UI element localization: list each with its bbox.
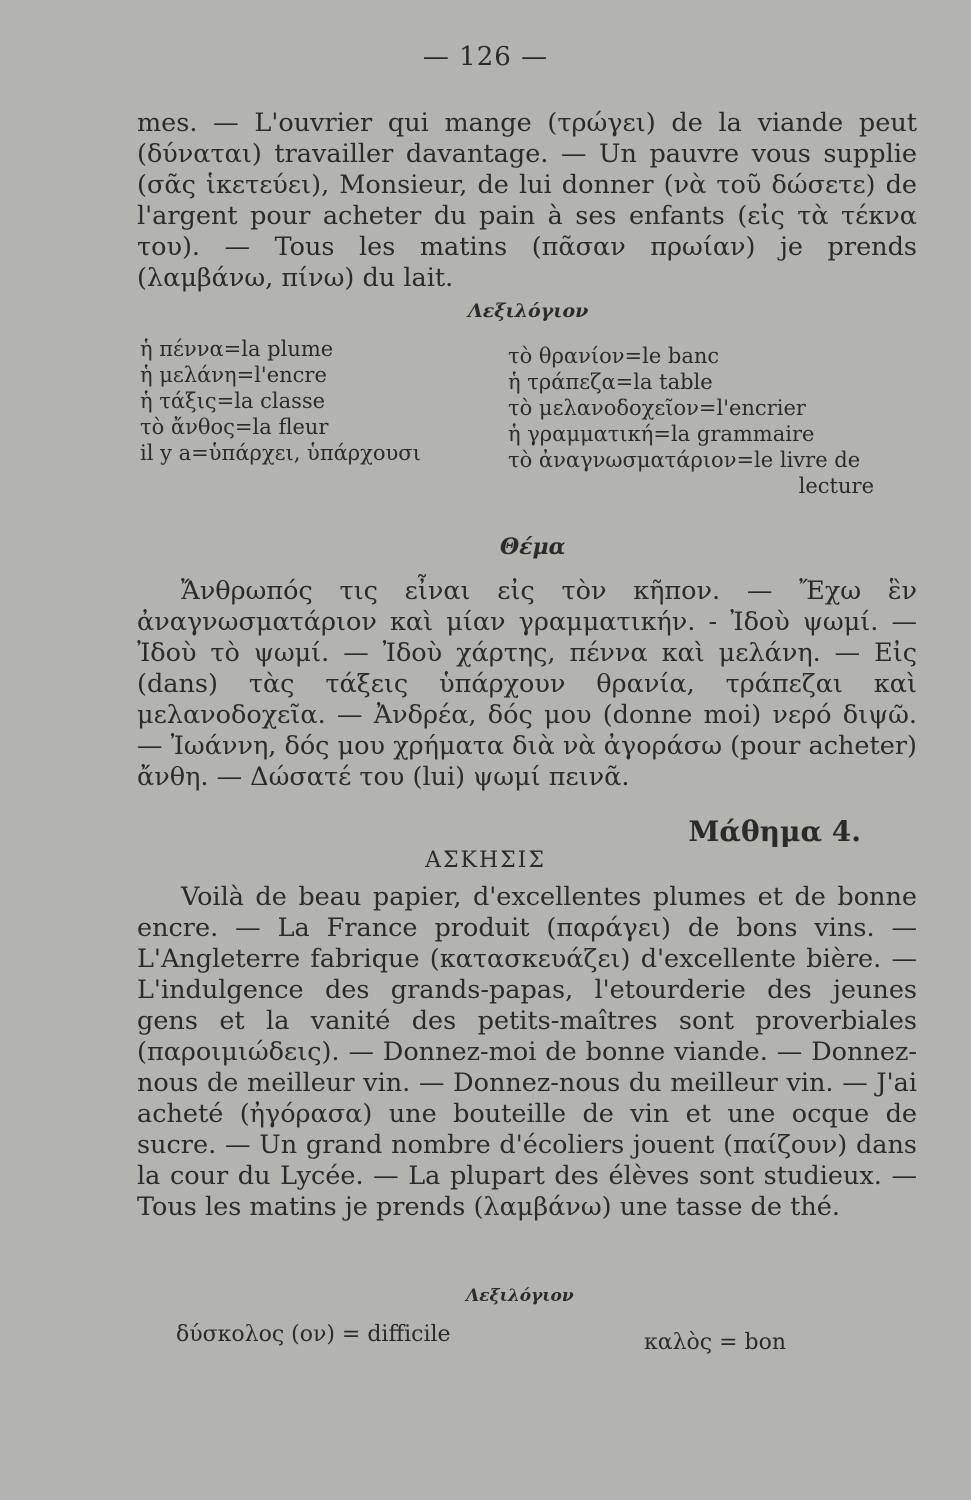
vocab1-right-item: ἡ τράπεζα=la table [508,370,713,394]
vocab1-left-list [140,336,421,466]
vocab2-left-item: δύσκολος (ον) = difficile [176,1322,451,1347]
vocab1-right-list [508,343,878,499]
vocab1-right-item: τὸ ἀναγνωσματάριον=le livre de [508,448,861,472]
vocab1-right-item: ἡ γραμματική=la grammaire [508,422,815,446]
vocab1-right-item: τὸ θρανίον=le banc [508,344,720,368]
vocab1-left-item: ἡ τάξις=la classe [140,389,326,413]
askisis-title: ΑΣΚΗΣΙΣ [425,848,546,873]
vocab1-left-item: il y a=ὑπάρχει, ὑπάρχουσι [140,441,421,465]
intro-paragraph [137,108,917,294]
vocab1-right-item: lecture [798,474,874,498]
lesson-title: Μάθημα 4. [688,815,861,848]
page-number: — 126 — [422,42,549,72]
askisis-paragraph [137,882,917,1223]
thema-paragraph [137,576,917,793]
vocab1-left-item: ἡ μελάνη=l'encre [140,363,327,387]
vocab1-right-item: τὸ μελανοδοχεῖον=l'encrier [508,396,806,420]
vocab1-left-item: τὸ ἄνθος=la fleur [140,415,329,439]
vocab1-title: Λεξιλόγιον [468,300,589,322]
thema-title: Θέμα [500,534,566,560]
intro-text: mes. — L'ouvrier qui mange (τρώγει) de la viande peut (δύναται) travailler davantage. — Un pauvre vous supplie (σᾶς ἱκετεύει), Monsieur, de lui donner (νὰ τοῦ δώσετε) de l'argent pour acheter du pain à ses enfants (εἰς τὰ τέκνα του). — Tous les matins (πᾶσαν πρωίαν) je prends (λαμβάνω, πίνω) du lait. [137,108,917,293]
vocab1-left-item: ἡ πέννα=la plume [140,337,334,361]
askisis-text: Voilà de beau papier, d'excellentes plumes et de bonne encre. — La France produit (παράγει) de bons vins. — L'Angleterre fabrique (κατασκευάζει) d'excellente bière. — L'indulgence des grands-papas, l'etourderie des jeunes gens et la vanité des petits-maîtres sont proverbiales (παροιμιώδεις). — Donnez-moi de bonne viande. — Donnez-nous de meilleur vin. — Donnez-nous du meilleur vin. — J'ai acheté (ἠγόρασα) une bouteille de vin et une ocque de sucre. — Un grand nombre d'écoliers jouent (παίζουν) dans la cour du Lycée. — La plupart des élèves sont studieux. — Tous les matins je prends (λαμβάνω) une tasse de thé. [137,882,917,1222]
vocab2-right-item: καλὸς = bon [644,1330,787,1355]
thema-text: Ἄνθρωπός τις εἶναι εἰς τὸν κῆπον. — Ἔχω ἓν ἀναγνωσματάριον καὶ μίαν γραμματικήν. - Ἰδοὺ ψωμί. — Ἰδοὺ τὸ ψωμί. — Ἰδοὺ χάρτης, πέννα καὶ μελάνη. — Εἰς (dans) τὰς τάξεις ὑπάρχουν θρανία, τράπεζαι καὶ μελανοδοχεῖα. — Ἀνδρέα, δός μου (donne moi) νερό διψῶ. — Ἰωάννη, δός μου χρήματα διὰ νὰ ἀγοράσω (pour acheter) ἄνθη. — Δώσατέ του (lui) ψωμί πεινᾶ. [137,576,917,792]
vocab2-title: Λεξιλόγιον [466,1286,574,1306]
